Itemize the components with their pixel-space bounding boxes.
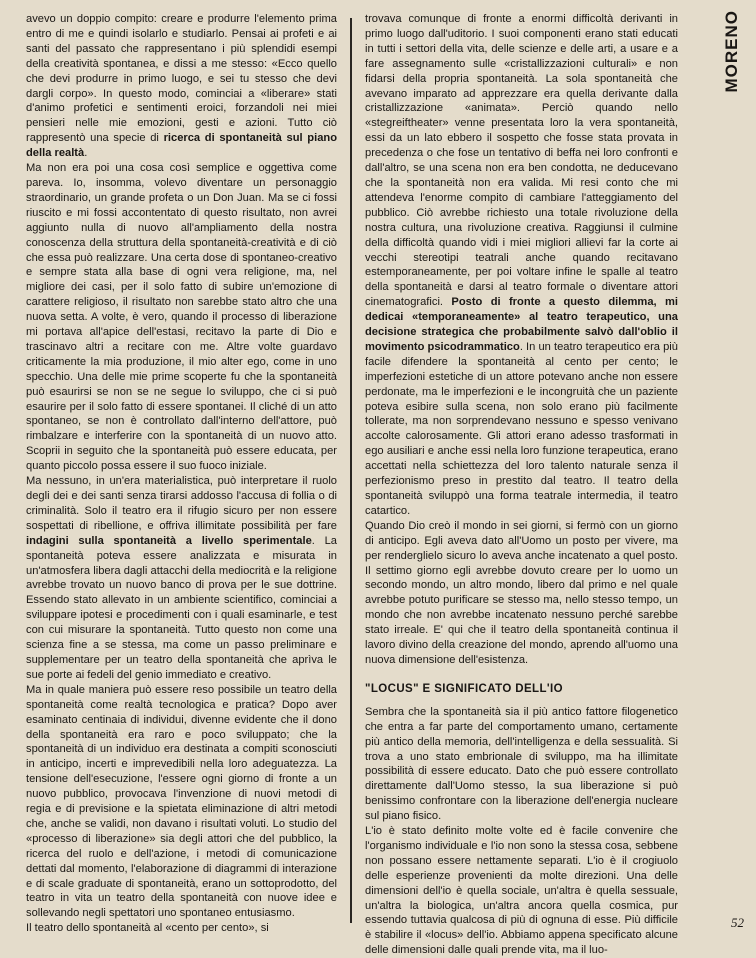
text-run: . La spontaneità poteva essere analizzata e misurata in un'atmosfera libera dagli attacchi della mediocrità e la religione avrebbe trovato un nuovo banco di prova per le sue dottrine. Essendo stato allevato in un ambiente scientifico, cominciai a sviluppare ipotesi e procedimenti con i quali esaminarle, e test con cui misurare la spontaneità. Tutto questo non come una scienza fine a se stessa, ma come un passo preliminare e supplementare per un teatro della spontaneità che aprìva le sue porte ai fedeli del genio immediato e creativo. — [26, 534, 337, 681]
section-heading: "LOCUS" E SIGNIFICATO DELL'IO — [365, 682, 563, 695]
bold-phrase: ricerca di spontaneità sul piano della realtà — [26, 132, 337, 160]
left-paragraph-2: Ma non era poi una cosa così semplice e oggettiva come pareva. Io, insomma, volevo diventare un personaggio straordinario, un grande profeta o un Don Juan. Ma se ci fossi riuscito e mi fossi accontentato di questo risultato, non avrei aggiunto nulla di nuovo all'ampliamento della nostra conoscenza della struttura della spontaneità-creatività e di ciò che essa può realizzare. Una certa dose di spontaneo-creativo e sempre stata alla base di ogni vera religione, ma, nel migliore dei casi, per il solo fatto di subire un'emozione di carattere religioso, il risultato non sarebbe stato altro che una nuova setta. A volte, è vero, quando il processo di liberazione mi portava all'apice dell'estasi, recitavo la parte di Dio e trascinavo altri a recitare con me. Altre volte guardavo criticamente la mia produzione, il mio alter ego, come in uno specchio. Una delle mie prime scoperte fu che la spontaneità può esaurirsi se non se ne segue lo sviluppo, che ci si può esaurire per il solo fatto di essere spontanei. Il cliché di un atto spontaneo, se non è controllato dall'interno dell'attore, può rimbalzare e interferire con la spontaneità di un nuovo atto. Scoprii in seguito che la spontaneità può essere educata, per quanto piccolo possa essere il suo fuoco iniziale. — [26, 162, 337, 473]
left-paragraph-1 — [26, 12, 337, 161]
bold-phrase: Posto di fronte a questo dilemma, mi dedicai «temporaneamente» al teatro terapeutico, una decisione strategica che probabilmente salvò dall'oblio il movimento psicodrammatico — [365, 296, 678, 353]
right-paragraph-2: Quando Dio creò il mondo in sei giorni, si fermò con un giorno di anticipo. Egli aveva dato all'Uomo un posto per vivere, ma per renderglielo sicuro lo aveva anche incatenato a quel posto. Il settimo giorno egli avrebbe dovuto creare per lo uomo un secondo mondo, un altro mondo, libero dal primo e nel quale avrebbe potuto purificare se stesso ma, nello stesso tempo, un mondo che non avrebbe incatenato nessuno perché sarebbe stato irreale. E' qui che il teatro della spontaneità continua il lavoro divino della creazione del mondo, aprendo all'uomo una nuova dimensione dell'esistenza. — [365, 519, 678, 666]
bold-phrase: indagini sulla spontaneità a livello sperimentale — [26, 534, 312, 547]
text-run: trovava comunque di fronte a enormi difficoltà derivanti in primo luogo dall'uditorio. I suoi componenti erano stati educati in tutti i settori della vita, delle scienze e delle arti, a usare e a fare assegnamento sulle «cristallizzazioni culturali» e non fidarsi della propria spontaneità. La sola spontaneità che avevano imparato ad apprezzare era quella derivante dalla cristallizzazione «animata». Perciò quando nello «stegreiftheater» venne presentata loro la vera spontaneità, essi da un lato ebbero il sospetto che fosse stata provata in precedenza o che fose un tentativo di beffa nei loro confronti e dall'altro, se una scena non era ben condotta, ne deducevano che la spontaneità non era valida. Mi resi conto che mi attendeva l'enorme compito di cambiare l'atteggiamento del pubblico. Ciò avrebbe richiesto una totale rivoluzione della nostra cultura, una rivoluzione creativa. Raggiunsi il culmine della difficoltà quando vidi i miei migliori allievi far la corte ai vecchi stereotipi teatrali anche quando recitavano estemporaneamente, per poi voltare infine le spalle al teatro della spontaneità e darsi al teatro formale o diventare attori cinematografici. — [365, 13, 678, 309]
text-run: . In un teatro terapeutico era più facile difendere la spontaneità al cento per cento; le imperfezioni estetiche di un attore potevano anche non essere perdonate, ma le imperfezioni e le incongruità che un paziente poteva esibire sulla scena, non solo erano più facilmente tollerate, ma non sorprendevano nessuno e spesso venivano accolte calorosamente. Gli attori erano adesso trasformati in ego ausiliari e anche essi nella loro funzione terapeutica, erano accettati nella schiettezza del loro talento naturale senza il perfezionismo preso in prestito dal teatro. Il teatro della spontaneità sviluppò una forma teatrale intermedia, il teatro catartico. — [365, 340, 678, 517]
column-divider — [350, 18, 352, 923]
left-paragraph-5: Il teatro dello spontaneità al «cento per cento», si — [26, 922, 269, 935]
right-paragraph-4: L'io è stato definito molte volte ed è facile convenire che l'organismo individuale e l'io non sono la stessa cosa, sebbene non possano essere nettamente separati. L'io è il crogiuolo delle esperienze provenienti da molte direzioni. Una delle dimensioni dell'io è quella sociale, un'altra è quella sessuale, un'altra la biologica, un'altra ancora quella cosmica, pur essendo tuttavia qualcosa di più di ognuna di esse. Più difficile è stabilire il «locus» dell'io. Abbiamo appena specificato alcune delle dimensioni dalle quali prende vita, ma il luo- — [365, 825, 678, 957]
right-column — [365, 12, 678, 958]
text-run: avevo un doppio compito: creare e produrre l'elemento prima entro di me e quindi isolarlo e studiarlo. Pensai ai profeti e ai santi del passato che rappresentano i più splendidi esempi della creatività spontanea, e dissi a me stesso: «Ecco quello che devi produrre in primo luogo, e sei tu stesso che devi dargli corpo». In questo modo, cominciai a «liberare» stati d'animo profetici e sentimenti eroici, forzandoli nei miei pensieri nelle mie emozioni, gesti e azioni. Tutto ciò rappresentò una specie di — [26, 13, 337, 145]
running-title: MORENO — [722, 10, 741, 93]
right-paragraph-1 — [365, 12, 678, 519]
left-column — [26, 12, 337, 936]
page-number: 52 — [731, 915, 744, 930]
left-paragraph-3 — [26, 474, 337, 683]
text-run: Ma nessuno, in un'era materialistica, può interpretare il ruolo degli dei e dei santi senza tirarsi addosso l'accusa di follia o di criminalità. Solo il teatro era il rifugio sicuro per non essere sospettati di ribellione, e offriva illimitate possibilità per fare — [26, 475, 337, 532]
right-paragraph-3: Sembra che la spontaneità sia il più antico fattore filogenetico che entra a far parte del comportamento umano, certamente più antico della memoria, dell'intelligenza e della sessualità. Si trova a uno stato embrionale di sviluppo, ma ha illimitate possibilità di essere educato. Dato che può essere controllato direttamente dall'Uomo stesso, la sua liberazione si può benissimo confrontare con la liberazione dell'energia nucleare sul piano fisico. — [365, 705, 678, 823]
text-run: . — [84, 147, 88, 160]
left-paragraph-4: Ma in quale maniera può essere reso possibile un teatro della spontaneità come realtà tecnologica e pratica? Dopo aver esaminato centinaia di individui, divenne evidente che il dono della spontaneità era raro e poco sviluppato; che la spontaneità di un individuo era destinata a compiti sconosciuti in anticipo, incerti e imprevedibili nella loro adeguatezza. La tensione dell'esecuzione, l'essere ogni giorno di fronte a un nuovo pubblico, provocava l'invenzione di nuovi metodi di regia e di previsione e la spietata eliminazione di altri metodi che, anche se validi, non davano i risultati voluti. Lo studio del «processo di liberazione» sia degli attori che del pubblico, la ricerca del ruolo e dell'azione, i metodi di comunicazione dettati dal momento, l'elaborazione di diagrammi di interazione e di scale graduate di spontaneità, erano un sottoprodotto, del teatro in vita un teatro della spontaneità con nuove idee e sollevando negli spettatori uno spontaneo entusiasmo. — [26, 683, 337, 920]
